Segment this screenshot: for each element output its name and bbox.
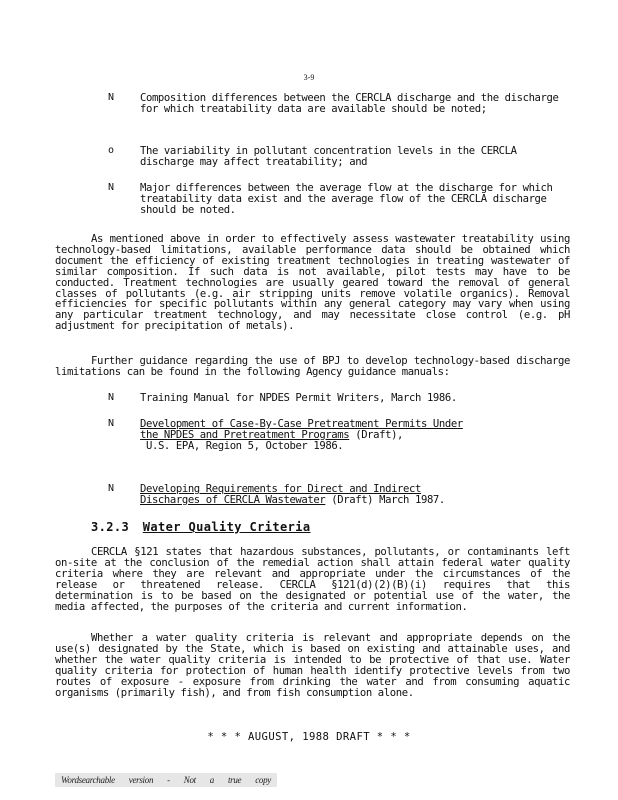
paragraph-text: As mentioned above in order to effectively assess wastewater treatability using technology-based limitations, available performance data should be obtained which document the efficiency of existing treatment technologies in treating wastewater of similar composition. If such data is not available, pilot tests may have to be conducted. Treatment technologies are usually geared toward the removal of general classes of pollutants (e.g. air stripping units remove volatile organics). Removal efficiencies for specific pollutants within any general category may vary when using any particular treatment technology, and may necessitate close control (e.g. pH adjustment for precipitation of metals). [55, 233, 570, 333]
list-item-text: Composition differences between the CERCLA discharge and the discharge for which treatability data are available should be noted; [140, 92, 559, 115]
paragraph-text: Further guidance regarding the use of BPJ to develop technology-based discharge limitations can be found in the following Agency guidance manuals: [55, 355, 570, 378]
section-number: 3.2.3 [91, 520, 130, 534]
list-item-text: The variability in pollutant concentration levels in the CERCLA discharge may affect treatability; and [140, 145, 517, 168]
manual-text [140, 484, 570, 506]
paragraph [55, 356, 570, 378]
list-item-text: Major differences between the average flow at the discharge for which treatability data exist and the average flow of the CERCLA discharge should be noted. [140, 182, 553, 216]
manual-text [140, 419, 570, 452]
draft-footer: * * * AUGUST, 1988 DRAFT * * * [207, 731, 411, 743]
paragraph [55, 633, 570, 698]
paragraph-text: Whether a water quality criteria is relevant and appropriate depends on the use(s) designated by the State, which is based on existing and attainable uses, and whether the water quality criteria is intended to be protective of that use. Water quality criteria for protection of human health identify protective levels from two routes of exposure - exposure from drinking the water and from consuming aquatic organisms (primarily fish), and from fish consumption alone. [55, 632, 570, 699]
manual-title-line2: Discharges of CERCLA Wastewater [140, 493, 326, 506]
bullet-marker: N [108, 418, 114, 429]
manual-title-tail: (Draft) March 1987. [325, 493, 445, 506]
paragraph [55, 234, 570, 332]
paragraph [55, 547, 570, 612]
manual-source: U.S. EPA, Region 5, October 1986. [146, 439, 344, 452]
manual-title-line2: the NPDES and Pretreatment Programs [140, 428, 350, 441]
wordsearchable-stamp: Wordsearchable version - Not a true copy [55, 773, 277, 787]
manual-title-tail: (Draft), [349, 428, 404, 441]
manual-title-line1: Development of Case-By-Case Pretreatment Permits Under [140, 418, 463, 430]
manual-title-line1: Developing Requirements for Direct and Indirect [140, 483, 421, 495]
page-number: 3-9 [303, 73, 315, 82]
manual-title: Training Manual for NPDES Permit Writers, March 1986. [140, 392, 457, 404]
bullet-marker: N [108, 392, 114, 403]
bullet-marker: N [108, 92, 114, 103]
paragraph-text: CERCLA §121 states that hazardous substances, pollutants, or contaminants left on-site at the conclusion of the remedial action shall attain federal water quality criteria where they are relevant and appropriate under the circumstances of the release or threatened release. CERCLA §121(d)(2)(B)(i) requires that this determination is to be based on the designated or potential use of the water, the media affected, the purposes of the criteria and current information. [55, 546, 570, 613]
section-title: Water Quality Criteria [142, 520, 311, 534]
bullet-marker: N [108, 483, 114, 494]
section-heading [91, 520, 311, 534]
bullet-marker: N [108, 182, 114, 193]
bullet-marker: o [108, 145, 114, 156]
